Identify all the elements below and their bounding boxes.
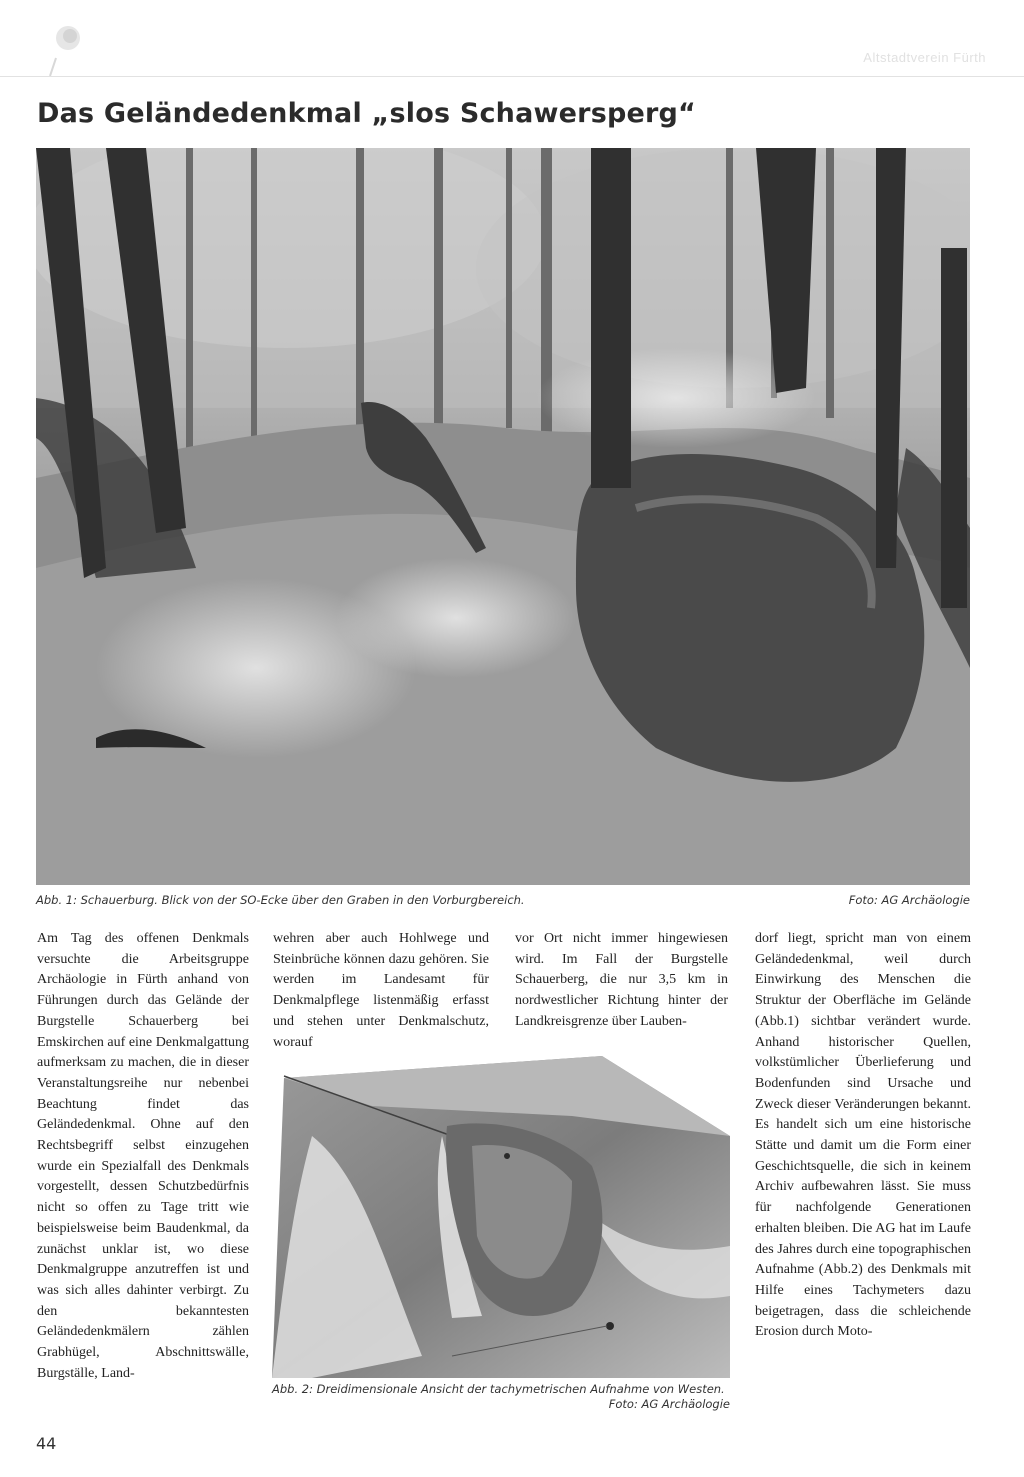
article-title: Das Geländedenkmal „slos Schawersperg“ — [37, 98, 696, 129]
header-rule — [0, 76, 1024, 77]
header-logo — [30, 18, 90, 78]
header-organization: Altstadtverein Fürth — [863, 50, 986, 65]
figure-1-credit: Foto: AG Archäologie — [848, 893, 970, 907]
figure-2-terrain-model — [272, 1056, 730, 1378]
text-column-3: vor Ort nicht immer hingewiesen wird. Im Fall der Burgstelle Schauerberg, die nur 3,5 km in nordwestlicher Richtung hinter der Landkreisgrenze über Lauben- — [515, 931, 728, 1029]
text-column-2: wehren aber auch Hohlwege und Steinbrüche können dazu gehören. Sie werden im Landesamt für Denkmalpflege listenmäßig erfasst und stehen unter Denkmalschutz, worauf — [273, 931, 489, 1050]
figure-1-caption: Abb. 1: Schauerburg. Blick von der SO-Ecke über den Graben in den Vorburgbereich. — [36, 893, 525, 907]
figure-2-credit: Foto: AG Archäologie — [608, 1397, 730, 1411]
text-column-4: dorf liegt, spricht man von einem Geländedenkmal, weil durch Einwirkung des Menschen die Struktur der Oberfläche im Gelände (Abb.1) sichtbar verändert wurde. Anhand historischer Quellen, volkstümlicher Überlieferung und Bodenfunden sind Ursache und Zweck dieser Veränderungen bekannt. Es handelt sich um eine historische Stätte und damit um die Form einer Geschichtsquelle, die sich in keinem Archiv aufbewahren lässt. Sie muss für nachfolgende Generationen erhalten bleiben. Die AG hat im Laufe des Jahres durch eine topographischen Aufnahme (Abb.2) des Denkmals mit Hilfe eines Tachymeters dazu beigetragen, dass die schleichende Erosion durch Moto- — [755, 931, 971, 1340]
figure-1-photo — [36, 148, 970, 885]
figure-2-caption-block — [272, 1382, 730, 1412]
figure-2-caption: Abb. 2: Dreidimensionale Ansicht der tachymetrischen Aufnahme von Westen. — [272, 1382, 725, 1396]
text-column-1: Am Tag des offenen Denkmals versuchte die Arbeitsgruppe Archäologie in Fürth anhand von Führungen durch das Gelände der Burgstelle Schauerberg bei Emskirchen auf eine Denkmalgattung aufmerksam zu machen, die in dieser Veranstaltungsreihe nur nebenbei Beachtung findet das Geländedenkmal. Ohne auf den Rechtsbegriff selbst einzugehen wurde ein Spezialfall des Denkmals vorgestellt, dessen Schutzbedürfnis nicht so offen zu Tage tritt wie beispielsweise beim Baudenkmal, da zunächst unklar ist, wo diese Denkmalgruppe anzutreffen ist und was sich alles dahinter verbirgt. Zu den bekanntesten Geländedenkmälern zählen Grabhügel, Abschnittswälle, Burgställe, Land- — [37, 931, 249, 1381]
page-number: 44 — [36, 1434, 57, 1453]
